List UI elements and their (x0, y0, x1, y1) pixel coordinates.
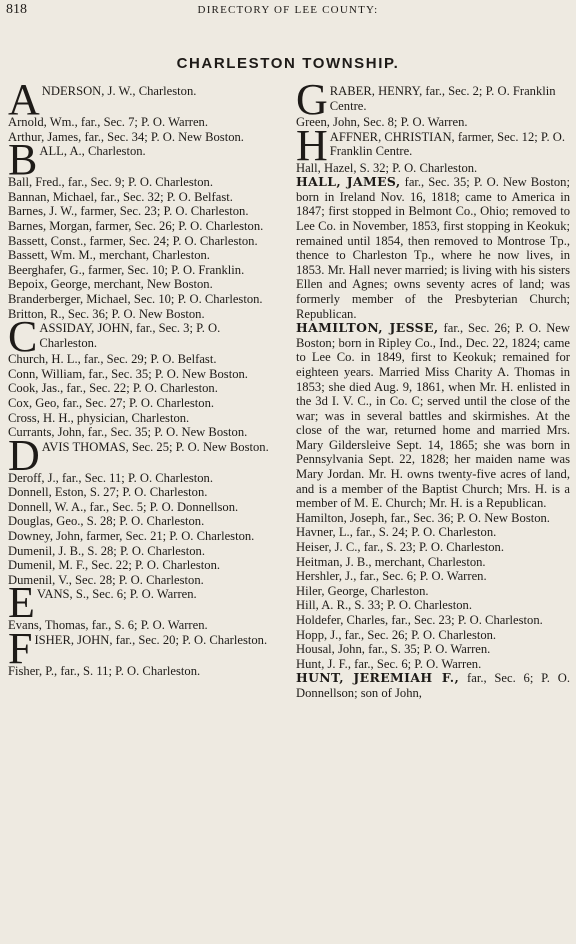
directory-entry: Hamilton, Joseph, far., Sec. 36; P. O. New Boston. (296, 510, 550, 525)
directory-entry: Green, John, Sec. 8; P. O. Warren. (296, 115, 468, 129)
directory-entry: Deroff, J., far., Sec. 11; P. O. Charleston. (8, 470, 213, 485)
letter-head-h (296, 130, 570, 161)
directory-entry: AVIS THOMAS, Sec. 25; P. O. New Boston. (41, 439, 269, 454)
directory-entry: Heiser, J. C., far., S. 23; P. O. Charleston. (296, 540, 504, 555)
drop-initial: E (8, 587, 35, 619)
directory-entry: Bepoix, George, merchant, New Boston. (8, 277, 213, 292)
letter-head-c (8, 321, 280, 352)
directory-entry: ASSIDAY, JOHN, far., Sec. 3; P. O. Charleston. (39, 321, 221, 350)
drop-initial: G (296, 84, 328, 115)
directory-entry: Housal, John, far., S. 35; P. O. Warren. (296, 642, 491, 657)
directory-entry: Holdefer, Charles, far., Sec. 23; P. O. Charleston. (296, 613, 543, 627)
directory-entry: Heitman, J. B., merchant, Charleston. (296, 554, 486, 569)
directory-entry: Currants, John, far., Sec. 35; P. O. New Boston. (8, 425, 248, 440)
directory-entry: Hall, Hazel, S. 32; P. O. Charleston. (296, 160, 478, 175)
drop-initial: D (8, 439, 40, 471)
section-title: CHARLESTON TOWNSHIP. (176, 55, 400, 72)
directory-entry: Cross, H. H., physician, Charleston. (8, 410, 190, 425)
directory-entry: Bannan, Michael, far., Sec. 32; P. O. Belfast. (8, 189, 233, 204)
letter-head-g (296, 84, 570, 115)
biography-name: HUNT, JEREMIAH F., (296, 670, 460, 686)
directory-entry: Hershler, J., far., Sec. 6; P. O. Warren. (296, 569, 487, 584)
biography-hall-james (296, 175, 570, 321)
directory-entry: Dumenil, V., Sec. 28; P. O. Charleston. (8, 572, 204, 587)
directory-entry: Hill, A. R., S. 33; P. O. Charleston. (296, 598, 472, 613)
page-header (6, 2, 570, 22)
directory-entry: Arthur, James, far., Sec. 34; P. O. New Boston. (8, 129, 244, 144)
directory-entry: ALL, A., Charleston. (39, 144, 146, 159)
directory-entry: Barnes, J. W., farmer, Sec. 23; P. O. Charleston. (8, 204, 249, 219)
running-title: DIRECTORY OF LEE COUNTY: (197, 4, 379, 16)
directory-entry: Donnell, W. A., far., Sec. 5; P. O. Donnellson. (8, 499, 239, 514)
directory-entry: Havner, L., far., S. 24; P. O. Charleston. (296, 525, 497, 540)
biography-text: far., Sec. 35; P. O. New Boston; born in Ireland Nov. 16, 1818; came to America in 1847; first stopped in Belmont Co., Ohio; removed to Lee Co. in November, 1853, first stopping in Keokuk; remained until 1854, then removed to Montrose Tp., thence to Charleston Tp., where he now lives, in 1853. Mr. Hall never married; is living with his sisters Ellen and Agnes; owns seventy acres of land; was formerly member of the Presbyterian Church; Republican. (296, 175, 570, 321)
biography-name: HALL, JAMES, (296, 174, 401, 190)
directory-entry: Hiler, George, Charleston. (296, 583, 429, 598)
biography-text: far., Sec. 6; P. O. Donnellson; son of John, (296, 671, 570, 700)
directory-entry: Downey, John, farmer, Sec. 21; P. O. Charleston. (8, 529, 255, 544)
biography-hunt-jeremiah (296, 671, 570, 700)
left-column (8, 84, 280, 679)
letter-head-b (8, 144, 280, 175)
directory-entry: Hopp, J., far., Sec. 26; P. O. Charleston. (296, 627, 497, 642)
directory-entry: RABER, HENRY, far., Sec. 2; P. O. Franklin Centre. (329, 84, 556, 113)
directory-entry: Dumenil, J. B., S. 28; P. O. Charleston. (8, 543, 205, 558)
biography-hamilton-jesse (296, 321, 570, 511)
directory-entry: VANS, S., Sec. 6; P. O. Warren. (36, 587, 197, 602)
directory-entry: Barnes, Morgan, farmer, Sec. 26; P. O. Charleston. (8, 218, 264, 233)
directory-entry: ISHER, JOHN, far., Sec. 20; P. O. Charleston. (34, 633, 268, 648)
drop-initial: C (8, 321, 38, 353)
directory-entry: Britton, R., Sec. 36; P. O. New Boston. (8, 306, 205, 321)
directory-entry: Fisher, P., far., S. 11; P. O. Charleston. (8, 664, 201, 679)
letter-head-f (8, 633, 280, 664)
biography-name: HAMILTON, JESSE, (296, 320, 439, 336)
directory-entry: AFFNER, CHRISTIAN, farmer, Sec. 12; P. O. Franklin Centre. (329, 129, 566, 159)
directory-entry: Church, H. L., far., Sec. 29; P. O. Belfast. (8, 352, 217, 367)
directory-entry: Beerghafer, G., farmer, Sec. 10; P. O. Franklin. (8, 262, 245, 277)
directory-entry: Ball, Fred., far., Sec. 9; P. O. Charleston. (8, 175, 213, 190)
directory-entry: Cox, Geo, far., Sec. 27; P. O. Charleston. (8, 395, 215, 410)
drop-initial: F (8, 633, 33, 665)
page-number: 818 (6, 2, 27, 17)
directory-entry: Douglas, Geo., S. 28; P. O. Charleston. (8, 514, 205, 529)
biography-text: far., Sec. 26; P. O. New Boston; born in Ripley Co., Ind., Dec. 22, 1824; came to Lee Co. in 1849, first to Keokuk; remained for eighteen years. Married Miss Charity A. Thomas in 1853; she died Aug. 9, 1861, when Mr. H. enlisted in the 3d I. V. C., in Co. C; served until the close of the war; was in several battles and skirmishes. At the close of the war, returned home and married Mrs. Mary Gildersleive Sept. 14, 1865; she was born in Pennsylvania Sept. 22, 1828; her maiden name was Mary Jordan. Mr. H. owns twenty-five acres of land, and is a member of the Baptist Church; Mrs. H. is a member of M. E. Church; Mr. H. is a Republican. (296, 321, 570, 511)
directory-entry: Conn, William, far., Sec. 35; P. O. New Boston. (8, 366, 248, 381)
letter-head-a (8, 84, 280, 115)
drop-initial: H (296, 129, 328, 161)
directory-entry: NDERSON, J. W., Charleston. (41, 84, 197, 98)
letter-head-d (8, 440, 280, 471)
directory-entry: Dumenil, M. F., Sec. 22; P. O. Charleston. (8, 558, 221, 573)
drop-initial: A (8, 84, 40, 115)
right-column (296, 84, 570, 701)
drop-initial: B (8, 144, 38, 176)
directory-entry: Branderberger, Michael, Sec. 10; P. O. Charleston. (8, 291, 263, 306)
directory-entry: Hunt, J. F., far., Sec. 6; P. O. Warren. (296, 656, 482, 671)
directory-entry: Cook, Jas., far., Sec. 22; P. O. Charleston. (8, 381, 218, 396)
directory-entry: Bassett, Wm. M., merchant, Charleston. (8, 248, 210, 263)
directory-entry: Arnold, Wm., far., Sec. 7; P. O. Warren. (8, 115, 208, 129)
letter-head-e (8, 587, 280, 618)
directory-entry: Bassett, Const., farmer, Sec. 24; P. O. Charleston. (8, 233, 258, 248)
directory-entry: Evans, Thomas, far., S. 6; P. O. Warren. (8, 618, 208, 633)
directory-entry: Donnell, Eston, S. 27; P. O. Charleston. (8, 485, 208, 500)
